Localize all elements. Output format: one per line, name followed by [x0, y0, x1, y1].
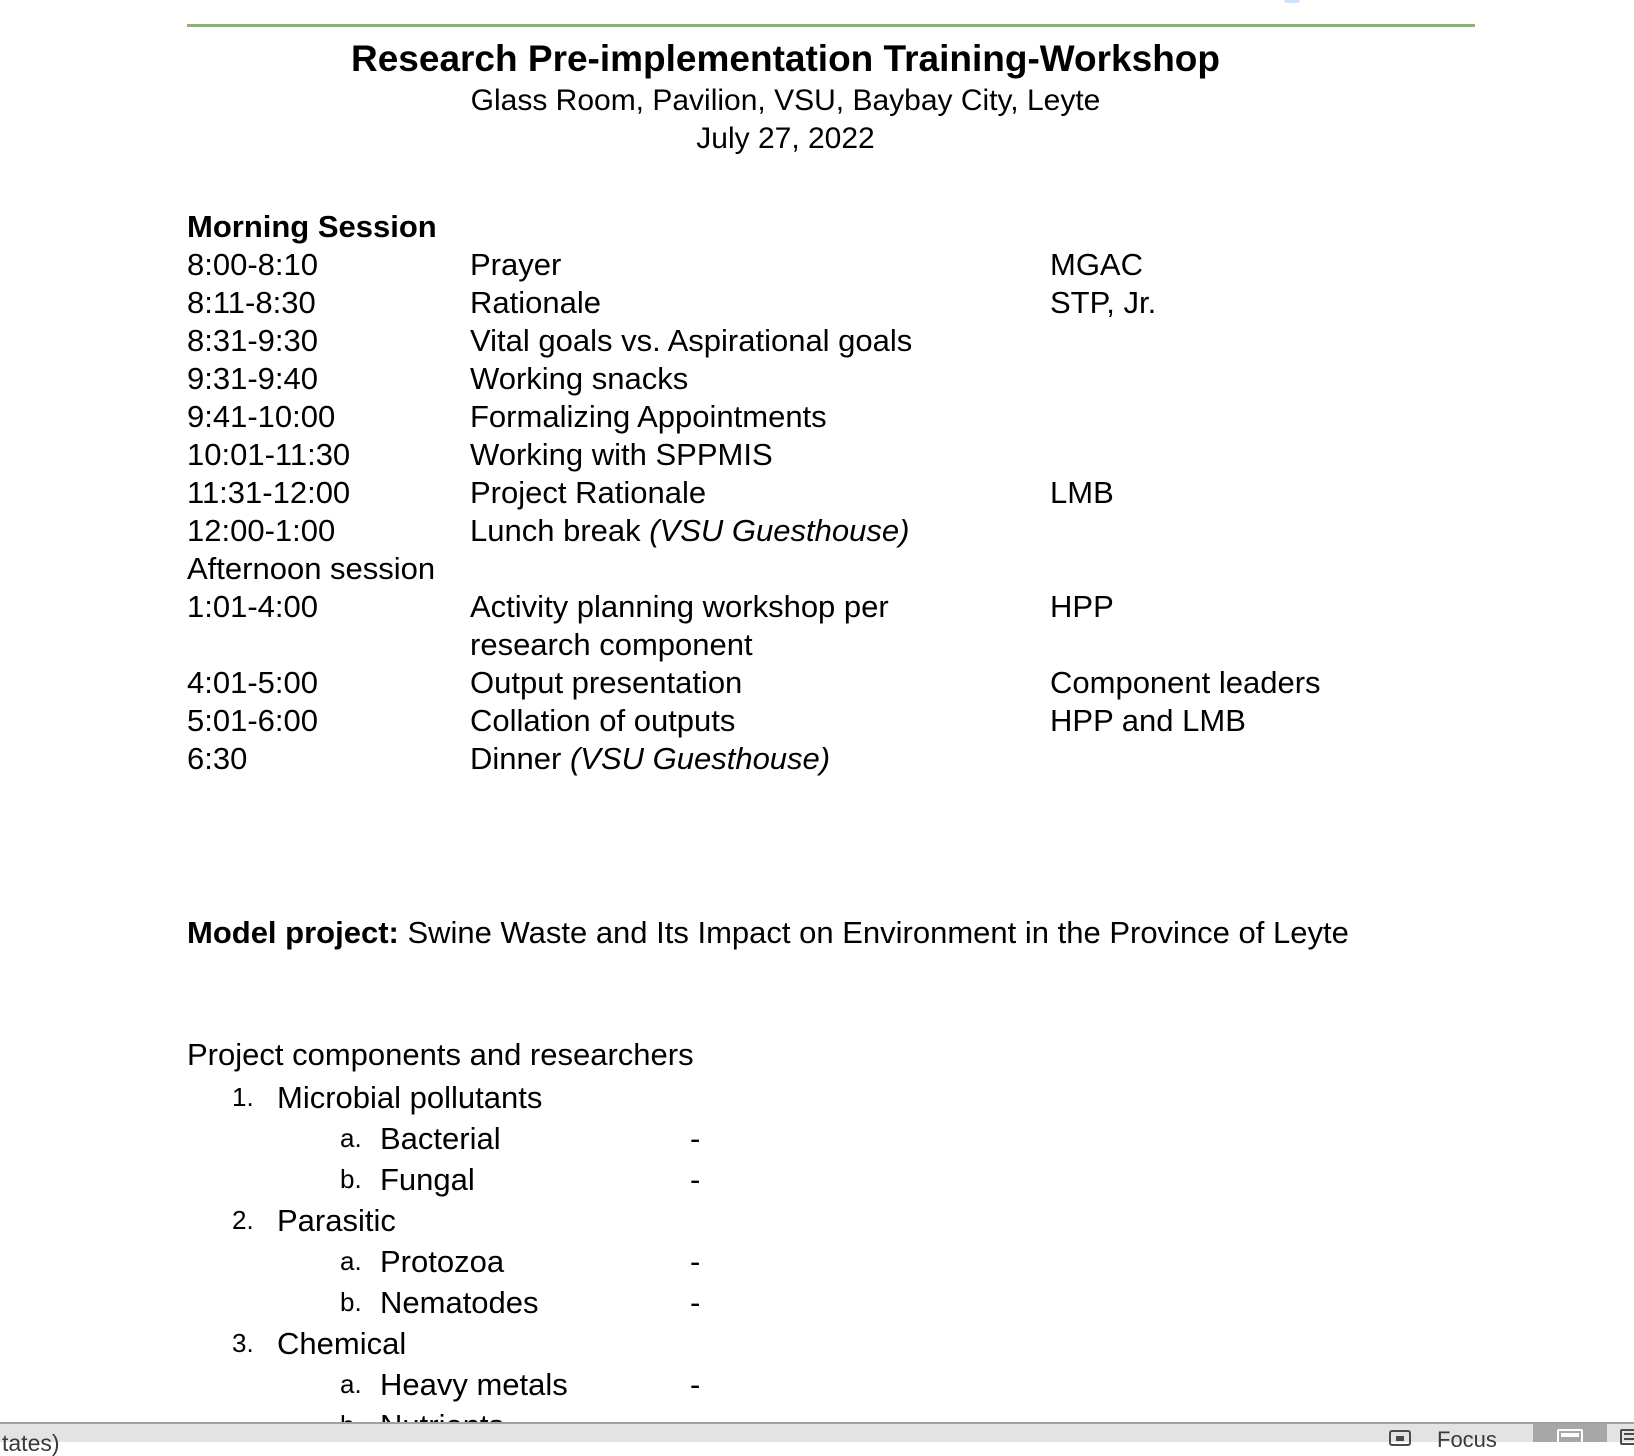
activity-cell: Vital goals vs. Aspirational goals [470, 323, 913, 358]
presenter-cell: MGAC [1050, 247, 1143, 282]
list-label: Nematodes [380, 1285, 539, 1320]
activity-cell: Activity planning workshop per [470, 589, 889, 624]
activity-cell [470, 740, 830, 778]
schedule-row [0, 360, 1634, 398]
list-label: Parasitic [277, 1203, 396, 1238]
list-label: Protozoa [380, 1244, 505, 1279]
schedule-header-afternoon [0, 550, 1634, 588]
view-button-web-layout[interactable] [1620, 1429, 1634, 1445]
list-item [0, 1118, 1634, 1159]
focus-button-label: Focus [1437, 1427, 1497, 1452]
session-header-label: Afternoon session [187, 551, 436, 586]
presenter-cell: HPP [1050, 589, 1114, 624]
list-label: Fungal [380, 1162, 475, 1197]
activity-text: Lunch break [470, 513, 641, 548]
schedule-row [0, 398, 1634, 436]
schedule-row [0, 702, 1634, 740]
schedule-row [0, 664, 1634, 702]
list-letter: a. [340, 1246, 362, 1276]
activity-text: Dinner [470, 741, 562, 776]
session-header-label: Morning Session [187, 209, 437, 244]
list-item [0, 1200, 1634, 1241]
schedule-row [0, 512, 1634, 550]
green-horizontal-rule [187, 24, 1475, 27]
next-view-icon-line [1624, 1438, 1634, 1440]
activity-cell: Rationale [470, 285, 601, 320]
time-cell: 1:01-4:00 [187, 589, 318, 624]
list-number: 1. [232, 1082, 254, 1112]
presenter-cell: LMB [1050, 475, 1114, 510]
list-item [0, 1364, 1634, 1405]
time-cell: 11:31-12:00 [187, 475, 351, 510]
focus-button[interactable] [1389, 1427, 1499, 1452]
language-indicator[interactable]: tates) [2, 1430, 60, 1456]
list-letter: b. [340, 1287, 362, 1317]
schedule-row-continuation [0, 626, 1634, 664]
researcher-dash: - [690, 1367, 701, 1402]
list-letter: b. [340, 1164, 362, 1194]
model-project-text: Swine Waste and Its Impact on Environment in the Province of Leyte [398, 915, 1349, 950]
time-cell: 6:30 [187, 741, 248, 776]
list-item [0, 1323, 1634, 1364]
activity-cell: Formalizing Appointments [470, 399, 827, 434]
focus-frame-icon-dot [1396, 1436, 1404, 1441]
activity-cell: research component [470, 627, 753, 662]
schedule-row [0, 436, 1634, 474]
list-number: 2. [232, 1205, 254, 1235]
list-label: Heavy metals [380, 1367, 568, 1402]
list-letter: a. [340, 1123, 362, 1153]
researcher-dash: - [690, 1285, 701, 1320]
document-heading [187, 36, 1384, 158]
list-number: 3. [232, 1328, 254, 1358]
time-cell: 4:01-5:00 [187, 665, 318, 700]
list-label: Bacterial [380, 1121, 501, 1156]
schedule-row [0, 284, 1634, 322]
researcher-dash: - [690, 1244, 701, 1279]
document-title: Research Pre-implementation Training-Workshop [351, 38, 1220, 79]
time-cell: 8:11-8:30 [187, 285, 316, 320]
time-cell: 10:01-11:30 [187, 437, 351, 472]
activity-cell: Prayer [470, 247, 562, 282]
list-item [0, 1077, 1634, 1118]
activity-note-italic: (VSU Guesthouse) [640, 513, 910, 548]
schedule-row [0, 246, 1634, 284]
model-project-label: Model project: [187, 915, 399, 950]
components-heading: Project components and researchers [187, 1037, 694, 1072]
schedule-header-morning [0, 208, 1634, 246]
time-cell: 5:01-6:00 [187, 703, 318, 738]
time-cell: 9:31-9:40 [187, 361, 318, 396]
activity-note-italic: (VSU Guesthouse) [561, 741, 831, 776]
presenter-cell: HPP and LMB [1050, 703, 1246, 738]
schedule-row [0, 322, 1634, 360]
activity-cell: Output presentation [470, 665, 743, 700]
activity-cell: Working snacks [470, 361, 689, 396]
schedule-row [0, 740, 1634, 778]
time-cell: 8:00-8:10 [187, 247, 318, 282]
activity-cell: Project Rationale [470, 475, 707, 510]
list-label: Chemical [277, 1326, 407, 1361]
researcher-dash: - [690, 1121, 701, 1156]
focus-frame-icon [1389, 1430, 1411, 1446]
activity-cell: Collation of outputs [470, 703, 736, 738]
list-label: Microbial pollutants [277, 1080, 543, 1115]
schedule-row [0, 474, 1634, 512]
document-venue: Glass Room, Pavilion, VSU, Baybay City, Leyte [470, 84, 1101, 117]
list-letter: a. [340, 1369, 362, 1399]
time-cell: 8:31-9:30 [187, 323, 318, 358]
print-layout-icon [1557, 1429, 1583, 1445]
list-item [0, 1159, 1634, 1200]
list-item [0, 1241, 1634, 1282]
top-blue-fragment [1284, 0, 1300, 3]
researcher-dash: - [690, 1162, 701, 1197]
document-date: July 27, 2022 [696, 122, 875, 155]
time-cell: 12:00-1:00 [187, 513, 336, 548]
presenter-cell: Component leaders [1050, 665, 1321, 700]
list-item [0, 1282, 1634, 1323]
next-view-icon [1624, 1433, 1634, 1435]
print-layout-icon-bar [1561, 1433, 1579, 1437]
activity-cell: Working with SPPMIS [470, 437, 773, 472]
activity-cell [470, 512, 909, 550]
schedule-row [0, 588, 1634, 626]
time-cell: 9:41-10:00 [187, 399, 336, 434]
model-project-paragraph [187, 914, 1587, 952]
view-button-print-layout[interactable] [1533, 1424, 1607, 1442]
presenter-cell: STP, Jr. [1050, 285, 1157, 320]
